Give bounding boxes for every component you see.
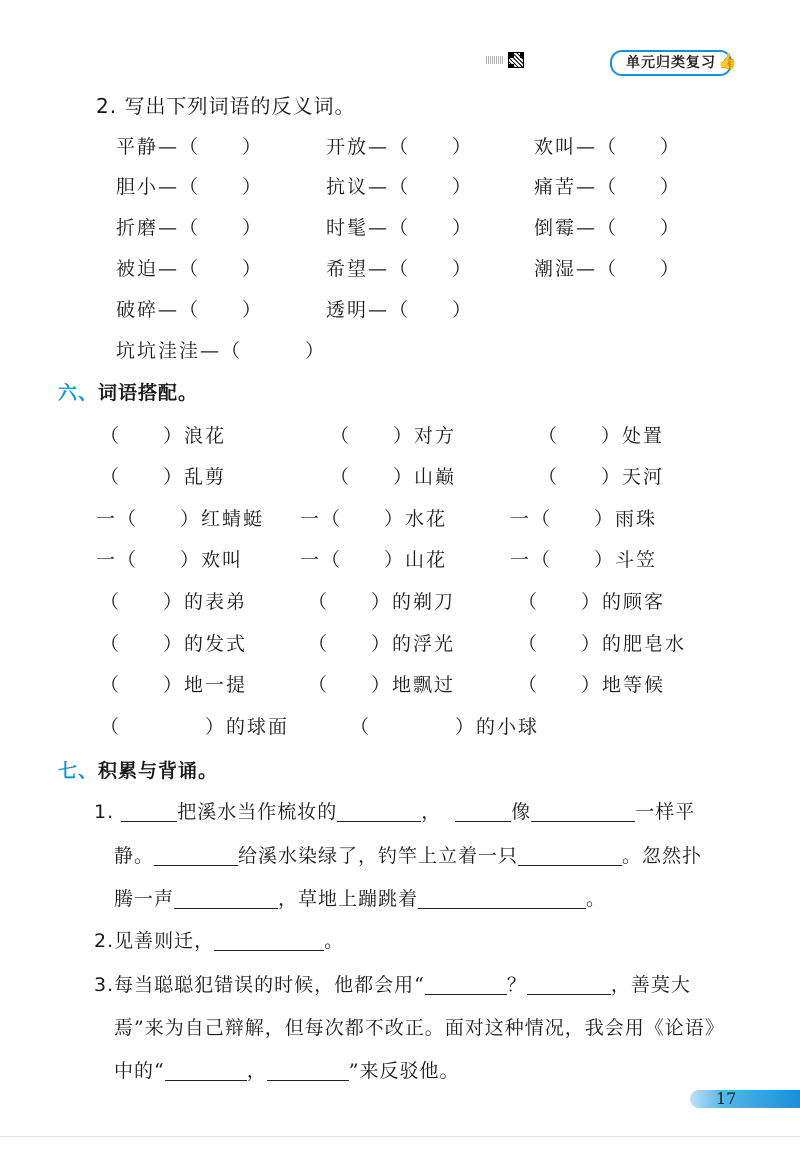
answer-blank[interactable] [418,888,586,909]
section-title: 积累与背诵。 [98,760,219,782]
antonym-item[interactable]: 胆小—（ ） [116,176,264,198]
antonym-item[interactable]: 平静—（ ） [116,136,264,158]
collocation-item[interactable]: （ ）的浮光 [308,633,456,655]
prompt-text: 。忽然扑 [622,845,703,867]
answer-blank[interactable] [165,1060,247,1081]
collocation-item[interactable]: （ ）的发式 [100,633,248,655]
answer-blank[interactable] [531,801,635,822]
collocation-item[interactable]: （ ）的表弟 [100,591,248,613]
antonym-item[interactable]: 破碎—（ ） [116,299,264,321]
prompt-text: 。 [586,888,607,910]
prompt-text: ， [421,801,442,823]
collocation-item[interactable]: （ ）的小球 [350,716,540,738]
question-number: 1. [94,801,115,823]
recite-q3-line2 [114,1013,725,1040]
recite-q1-line3 [114,884,606,911]
recite-q3-line3 [114,1056,459,1083]
answer-blank[interactable] [455,801,511,822]
collocation-item[interactable]: 一（ ）雨珠 [510,508,658,530]
antonym-item[interactable]: 欢叫—（ ） [534,136,682,158]
answer-blank[interactable] [154,845,238,866]
answer-blank[interactable] [337,801,421,822]
antonym-item[interactable]: 时髦—（ ） [326,217,474,239]
collocation-item[interactable]: （ ）地一提 [100,674,248,696]
section-7-heading [58,756,218,783]
collocation-item[interactable]: （ ）山巅 [330,466,457,488]
prompt-text: 中的“ [114,1060,165,1082]
question-2-title [96,90,355,119]
collocation-item[interactable]: （ ）的球面 [100,716,290,738]
collocation-item[interactable]: （ ）地飘过 [308,674,456,696]
collocation-item[interactable]: 一（ ）欢叫 [96,549,244,571]
prompt-text: ”来反驳他。 [348,1060,460,1082]
antonym-item[interactable]: 倒霉—（ ） [534,217,682,239]
prompt-text: 焉”来为自己辩解，但每次都不改正。面对这种情况，我会用《论语》 [114,1017,725,1039]
antonym-item[interactable]: 被迫—（ ） [116,258,264,280]
answer-blank[interactable] [518,845,622,866]
answer-blank[interactable] [214,930,324,951]
collocation-item[interactable]: 一（ ）山花 [300,549,448,571]
collocation-item[interactable]: 一（ ）斗笠 [510,549,658,571]
section-number: 七、 [58,760,99,782]
qr-code-icon [486,52,526,68]
recite-q2 [94,926,344,953]
prompt-text: 给溪水染绿了，钓竿上立着一只 [238,845,519,867]
question-number: 3. [94,974,115,996]
answer-blank[interactable] [174,888,278,909]
antonym-item[interactable]: 痛苦—（ ） [534,176,682,198]
antonym-item[interactable]: 希望—（ ） [326,258,474,280]
collocation-item[interactable]: 一（ ）红蜻蜓 [96,508,265,530]
antonym-item[interactable]: 潮湿—（ ） [534,258,682,280]
antonym-item[interactable]: 坑坑洼洼—（ ） [116,340,327,362]
prompt-text: ，善莫大 [610,974,691,996]
collocation-item[interactable]: （ ）处置 [538,425,665,447]
question-number: 2. [96,94,118,118]
section-title: 词语搭配。 [98,382,199,404]
recite-q1-line1 [94,797,695,824]
antonym-item[interactable]: 抗议—（ ） [326,176,474,198]
unit-review-badge: 单元归类复习 [610,50,732,76]
prompt-text: ， [246,1060,267,1082]
prompt-text: 腾一声 [114,888,175,910]
prompt-text: 每当聪聪犯错误的时候，他都会用“ [114,974,425,996]
recite-q3-line1 [94,970,691,997]
collocation-item[interactable]: （ ）的肥皂水 [518,633,687,655]
answer-blank[interactable] [121,801,177,822]
thumbs-up-icon: 👍 [718,52,737,70]
prompt-text: ？ [506,974,527,996]
question-text: 写出下列词语的反义词。 [124,94,356,118]
section-number: 六、 [58,382,99,404]
collocation-item[interactable]: （ ）的顾客 [518,591,666,613]
question-number: 2. [94,930,115,952]
prompt-text: 见善则迁， [114,930,215,952]
antonym-item[interactable]: 透明—（ ） [326,299,474,321]
collocation-item[interactable]: （ ）的剃刀 [308,591,456,613]
collocation-item[interactable]: （ ）浪花 [100,425,227,447]
page-number: 17 [716,1089,737,1108]
prompt-text: 静。 [114,845,155,867]
answer-blank[interactable] [527,974,611,995]
prompt-text: 。 [324,930,345,952]
answer-blank[interactable] [267,1060,349,1081]
answer-blank[interactable] [425,974,507,995]
collocation-item[interactable]: （ ）天河 [538,466,665,488]
bottom-divider [0,1136,800,1137]
prompt-text: 把溪水当作梳妆的 [177,801,338,823]
prompt-text: 像 [511,801,532,823]
collocation-item[interactable]: （ ）对方 [330,425,457,447]
recite-q1-line2 [114,841,702,868]
collocation-item[interactable]: （ ）地等候 [518,674,666,696]
page-number-bar [690,1090,800,1108]
section-6-heading [58,378,198,405]
antonym-item[interactable]: 开放—（ ） [326,136,474,158]
collocation-item[interactable]: （ ）乱剪 [100,466,227,488]
antonym-item[interactable]: 折磨—（ ） [116,217,264,239]
collocation-item[interactable]: 一（ ）水花 [300,508,448,530]
prompt-text: ，草地上蹦跳着 [278,888,419,910]
prompt-text: 一样平 [635,801,696,823]
